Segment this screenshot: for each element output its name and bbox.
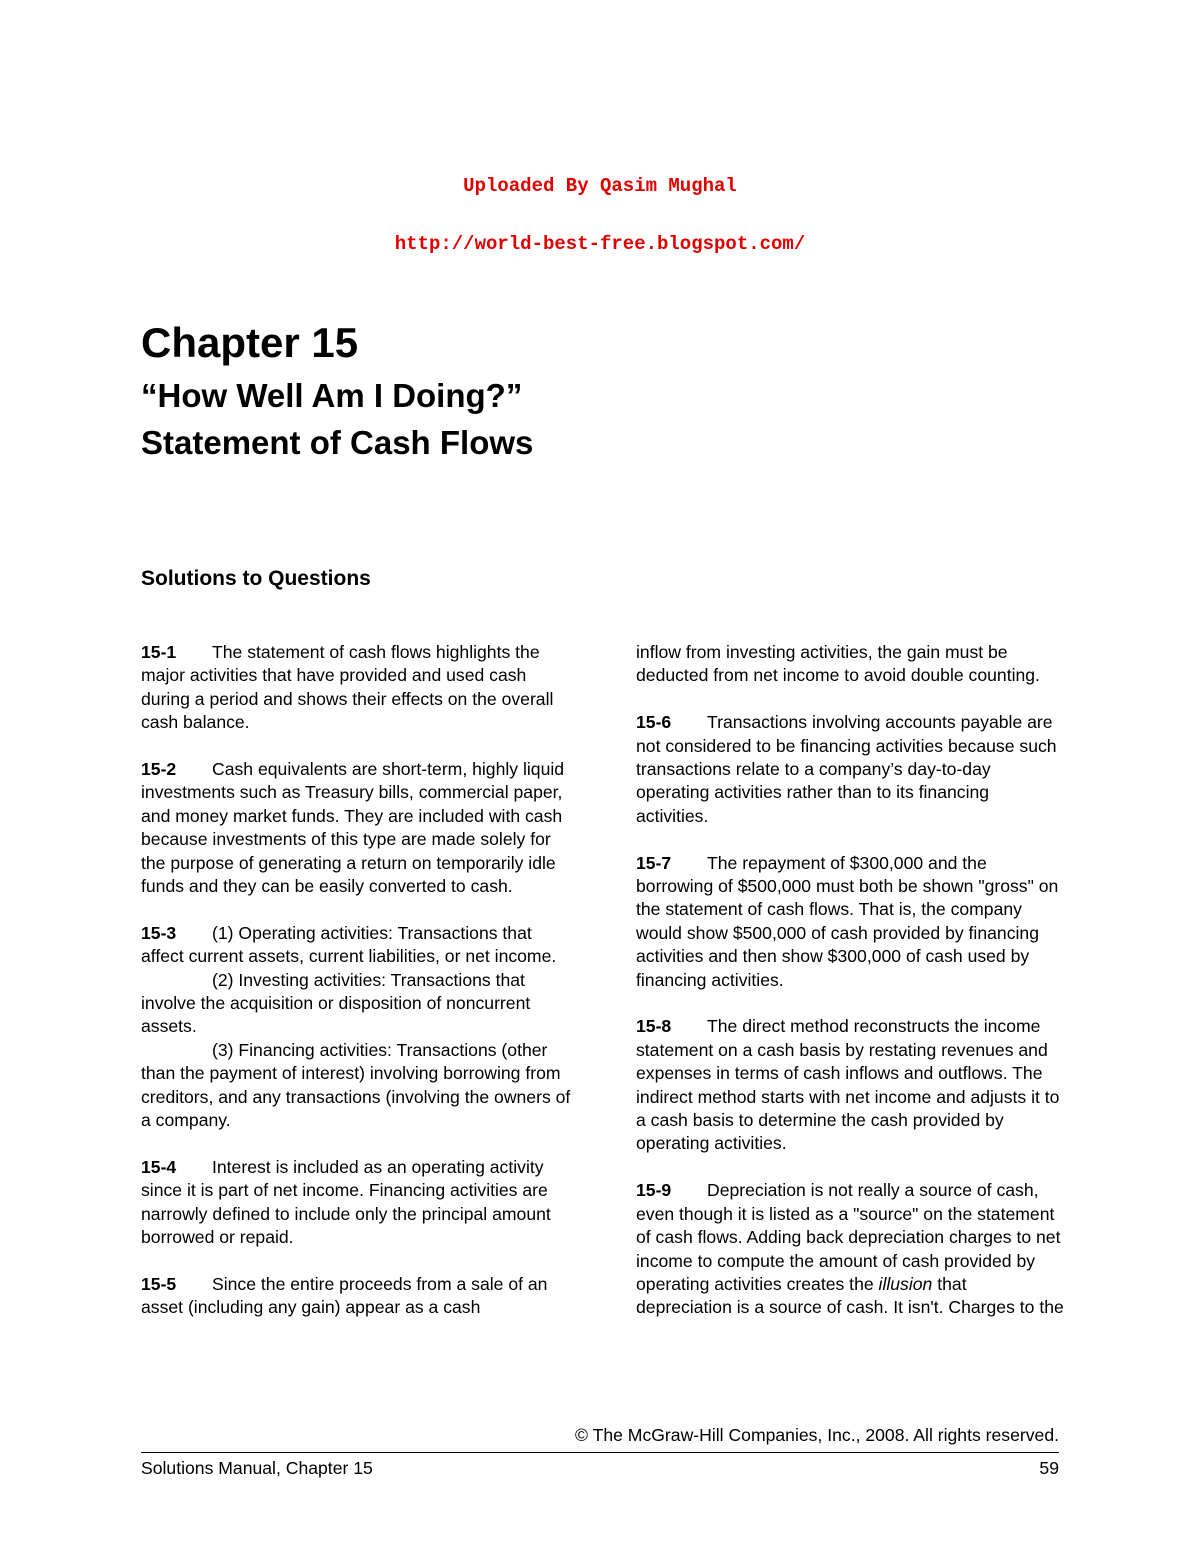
answer-text: inflow from investing activities, the gain must be deducted from net income to avoid double counting. [636, 642, 1040, 686]
right-column [636, 641, 1066, 1320]
question-number: 15-4 [141, 1156, 177, 1177]
question-number: 15-2 [141, 759, 177, 780]
answer-text: Cash equivalents are short-term, highly liquid investments such as Treasury bills, commercial paper, and money market funds. They are included with cash because investments of this type are made solely for the purpose of generating a return on temporarily idle funds and they can be easily converted to cash. [141, 759, 565, 897]
section-heading: Solutions to Questions [141, 567, 371, 590]
question-15-8 [636, 1015, 1066, 1155]
answer-part-1: (1) Operating activities: Transactions that affect current assets, current liabilities, or net income. [141, 922, 557, 967]
question-15-7 [636, 852, 1066, 992]
answer-emphasis: illusion [878, 1273, 933, 1294]
question-number: 15-6 [636, 712, 672, 733]
answer-text: Interest is included as an operating activity since it is part of net income. Financing activities are narrowly defined to include only the principal amount borrowed or repaid. [141, 1156, 551, 1248]
chapter-title: Chapter 15 [141, 319, 359, 366]
question-15-9 [636, 1179, 1066, 1319]
left-column [141, 641, 571, 1320]
footer-divider [141, 1452, 1059, 1453]
question-number: 15-8 [636, 1016, 672, 1037]
question-number: 15-9 [636, 1180, 672, 1201]
chapter-subtitle-line1: “How Well Am I Doing?” [141, 377, 523, 414]
footer-manual-title: Solutions Manual, Chapter 15 [141, 1458, 373, 1478]
chapter-subtitle-line2: Statement of Cash Flows [141, 424, 534, 461]
question-number: 15-7 [636, 852, 672, 873]
answer-text: The statement of cash flows highlights the major activities that have provided and used cash during a period and shows their effects on the overall cash balance. [141, 642, 554, 733]
answer-part-2: (2) Investing activities: Transactions that involve the acquisition or disposition of noncurrent assets. [141, 969, 531, 1037]
question-15-2 [141, 758, 571, 898]
question-15-1 [141, 641, 571, 735]
source-url[interactable]: http://world-best-free.blogspot.com/ [394, 233, 806, 255]
answer-text: The direct method reconstructs the income statement on a cash basis by restating revenues and expenses in terms of cash inflows and outflows. The indirect method starts with net income and adjusts it to a cash basis to determine the cash provided by operating activities. [636, 1016, 1060, 1154]
question-15-5-continued [636, 641, 1066, 688]
page-number: 59 [1039, 1458, 1059, 1478]
question-number: 15-1 [141, 642, 177, 662]
question-number: 15-3 [141, 922, 177, 943]
answer-part-3: (3) Financing activities: Transactions (other than the payment of interest) involving borrowing from creditors, and any transactions (involving the owners of a company. [141, 1039, 571, 1131]
question-15-5 [141, 1273, 571, 1320]
question-15-3 [141, 922, 571, 1133]
answer-text: Since the entire proceeds from a sale of an asset (including any gain) appear as a cash [141, 1273, 548, 1318]
question-15-4 [141, 1156, 571, 1250]
question-number: 15-5 [141, 1273, 177, 1294]
answer-text: that depreciation is a source of cash. It isn't. Charges to the [636, 1273, 1064, 1318]
question-15-6 [636, 711, 1066, 828]
answer-text: Depreciation is not really a source of cash, even though it is listed as a "source" on the statement of cash flows. Adding back depreciation charges to net income to compute the amount of cash provided by operating activities creates the [636, 1180, 1061, 1294]
uploader-credit: Uploaded By Qasim Mughal [463, 175, 737, 197]
answer-text: The repayment of $300,000 and the borrowing of $500,000 must both be shown "gross" on the statement of cash flows. That is, the company would show $500,000 of cash provided by financing activities and then show $300,000 of cash used by financing activities. [636, 852, 1059, 990]
answer-text: Transactions involving accounts payable are not considered to be financing activities because such transactions relate to a company’s day-to-day operating activities rather than to its financing activities. [636, 712, 1057, 826]
copyright-notice: © The McGraw-Hill Companies, Inc., 2008. All rights reserved. [575, 1425, 1059, 1445]
